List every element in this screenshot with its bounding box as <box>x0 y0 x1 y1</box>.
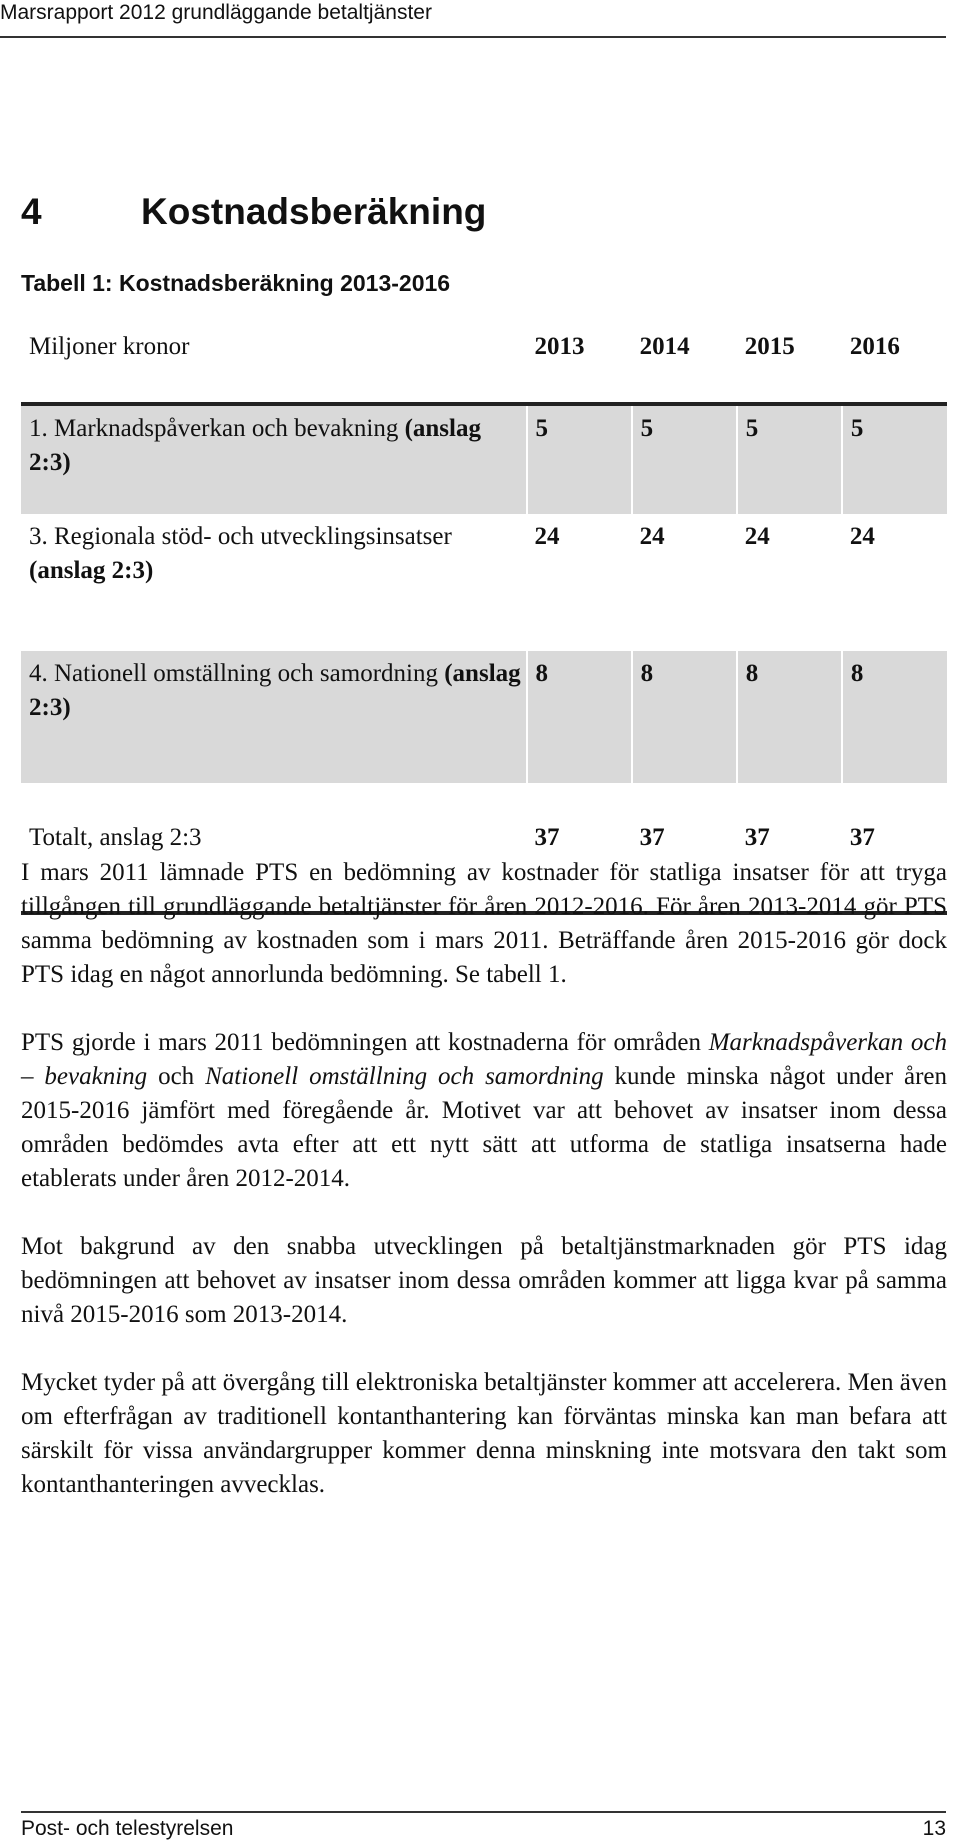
table-row <box>21 651 947 783</box>
row-label-main: 1. Marknadspåverkan och bevakning <box>29 415 399 442</box>
row-label <box>21 651 527 783</box>
paragraph-text: PTS gjorde i mars 2011 bedömningen att kostnaderna för områden <box>21 1029 709 1056</box>
body-text <box>21 856 947 1536</box>
table-cell: 24 <box>639 523 665 550</box>
row-label-suffix: (anslag 2:3) <box>29 660 521 721</box>
paragraph-text: kunde minska något under åren 2015-2016 jämfört med föregående år. Motivet var att behovet av insatser inom dessa områden bedömdes avta efter att ett nytt sätt att utforma de statliga insatserna hade etablerats under åren 2012-2014. <box>21 1063 947 1192</box>
cost-table <box>21 322 947 915</box>
row-label-main: 3. Regionala stöd- och utvecklingsinsatser <box>29 523 452 550</box>
running-header <box>0 0 946 38</box>
table-cell: 5 <box>527 404 632 514</box>
table-cell: 8 <box>527 651 632 783</box>
total-label: Totalt, anslag 2:3 <box>29 824 202 851</box>
table-cell: 24 <box>744 523 770 550</box>
emphasis-term: Nationell omställning och samordning <box>205 1063 604 1090</box>
emphasis-term: Marknadspåverkan och – bevakning <box>21 1029 947 1090</box>
footer-rule <box>21 1811 946 1813</box>
table-row <box>21 514 947 651</box>
paragraph <box>21 1026 947 1196</box>
row-label-suffix: (anslag 2:3) <box>29 557 154 584</box>
paragraph: Mot bakgrund av den snabba utvecklingen på betaltjänstmarknaden gör PTS idag bedömningen att behovet av insatser inom dessa områden kommer att ligga kvar på samma nivå 2015-2016 som 2013-2014. <box>21 1233 947 1328</box>
table-cell: 8 <box>737 651 842 783</box>
table-row <box>21 404 947 514</box>
year-header: 2014 <box>639 333 690 360</box>
total-cell: 37 <box>744 824 770 851</box>
table-cell: 24 <box>849 523 875 550</box>
year-header: 2016 <box>849 333 900 360</box>
row-label-suffix: (anslag 2:3) <box>29 415 481 476</box>
total-cell: 37 <box>849 824 875 851</box>
paragraph: I mars 2011 lämnade PTS en bedömning av kostnader för statliga insatser för att tryga tillgången till grundläggande betaltjänster för åren 2012-2016. För åren 2013-2014 gör PTS samma bedömning av kostnaden som i mars 2011. Beträffande åren 2015-2016 gör dock PTS idag en något annorlunda bedömning. Se tabell 1. <box>21 859 947 988</box>
table-cell: 5 <box>737 404 842 514</box>
row-label <box>21 514 527 651</box>
paragraph: Mycket tyder på att övergång till elektroniska betaltjänster kommer att accelerera. Men även om efterfrågan av traditionell kontanthantering kan förväntas minska kan man befara att särskilt för vissa användargrupper kommer denna minskning inte motsvara den takt som kontanthanteringen avvecklas. <box>21 1369 947 1498</box>
table-header-row <box>21 322 947 404</box>
year-header: 2015 <box>744 333 795 360</box>
chapter-number: 4 <box>21 191 42 232</box>
footer-organization: Post- och telestyrelsen <box>21 1817 234 1840</box>
paragraph-text: och <box>147 1063 206 1090</box>
total-cell: 37 <box>534 824 560 851</box>
chapter-heading <box>21 190 486 234</box>
row-label <box>21 404 527 514</box>
row-label-main: 4. Nationell omställning och samordning <box>29 660 438 687</box>
table-cell: 5 <box>632 404 737 514</box>
total-cell: 37 <box>639 824 665 851</box>
unit-label: Miljoner kronor <box>29 333 190 360</box>
table-caption: Tabell 1: Kostnadsberäkning 2013-2016 <box>21 270 451 296</box>
table-cell: 24 <box>534 523 560 550</box>
table-cell: 5 <box>842 404 947 514</box>
running-header-title: Marsrapport 2012 grundläggande betaltjänster <box>0 1 432 24</box>
year-header: 2013 <box>534 333 585 360</box>
table-cell: 8 <box>842 651 947 783</box>
page-number: 13 <box>922 1817 946 1840</box>
chapter-title: Kostnadsberäkning <box>141 191 487 232</box>
table-cell: 8 <box>632 651 737 783</box>
